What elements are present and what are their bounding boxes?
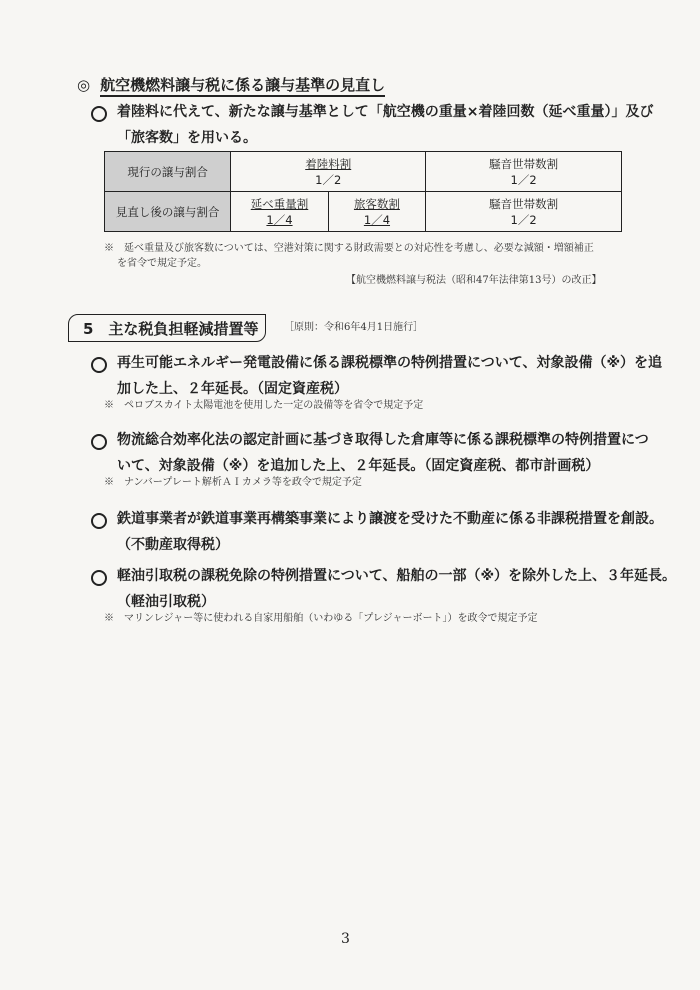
double-circle-mark: ◎ <box>77 76 91 94</box>
bullet-circle-icon <box>91 513 107 529</box>
item-3-line1: 鉄道事業者が鉄道事業再構築事業により譲渡を受けた不動産に係る非課税措置を創設。 <box>117 511 663 527</box>
allocation-table <box>104 151 622 232</box>
paragraph-1 <box>117 99 653 151</box>
item-2 <box>117 427 649 479</box>
row1-noise-label: 騒音世帯数割 <box>489 156 559 171</box>
section-5-title: 5 主な税負担軽減措置等 <box>68 314 266 342</box>
row2-noise-value: 1／2 <box>510 212 537 227</box>
row1-landing-fee-value: 1／2 <box>315 172 342 187</box>
item-2-line2: いて、対象設備（※）を追加した上、２年延長。（固定資産税、都市計画税） <box>117 458 600 474</box>
section-heading <box>77 74 385 95</box>
bullet-circle-icon <box>91 357 107 373</box>
row2-weight-value: 1／4 <box>266 212 293 227</box>
item-1-line2: 加した上、２年延長。（固定資産税） <box>117 381 348 397</box>
row1-noise-value: 1／2 <box>510 172 537 187</box>
paragraph-1-line1: 着陸料に代えて、新たな譲与基準として「航空機の重量×着陸回数（延べ重量）」及び <box>117 104 654 120</box>
row1-landing-fee-label: 着陸料割 <box>305 156 352 171</box>
bullet-circle-icon <box>91 106 107 122</box>
section-5-principle: ［原則：令和6年4月1日施行］ <box>284 322 424 333</box>
row2-passenger-label: 旅客数割 <box>353 196 400 211</box>
item-4-line2: （軽油引取税） <box>117 594 215 610</box>
heading-title: 航空機燃料譲与税に係る譲与基準の見直し <box>100 76 385 97</box>
law-reference: 【航空機燃料譲与税法（昭和47年法律第13号）の改正】 <box>346 275 602 286</box>
row1-noise-cell <box>426 152 622 192</box>
row2-passenger-cell <box>328 192 425 232</box>
note-1-line2: を省令で規定予定。 <box>117 258 207 269</box>
row2-header: 見直し後の譲与割合 <box>105 192 231 232</box>
bullet-circle-icon <box>91 434 107 450</box>
item-3-line2: （不動産取得税） <box>117 537 229 553</box>
page-number: 3 <box>341 931 350 947</box>
item-2-note: ※ ナンバープレート解析ＡＩカメラ等を政令で規定予定 <box>104 477 362 488</box>
item-1-note: ※ ペロブスカイト太陽電池を使用した一定の設備等を省令で規定予定 <box>104 400 424 411</box>
item-1 <box>117 350 662 402</box>
note-1-line1: ※ 延べ重量及び旅客数については、空港対策に関する財政需要との対応性を考慮し、必要な減額・増額補正 <box>104 243 594 254</box>
item-4-line1: 軽油引取税の課税免除の特例措置について、船舶の一部（※）を除外した上、３年延長。 <box>117 568 677 584</box>
row1-landing-fee-cell <box>231 152 426 192</box>
row2-weight-label: 延べ重量割 <box>250 196 309 211</box>
item-3 <box>117 506 663 558</box>
row2-weight-cell <box>231 192 328 232</box>
item-2-line1: 物流総合効率化法の認定計画に基づき取得した倉庫等に係る課税標準の特例措置につ <box>117 432 649 448</box>
item-4-note: ※ マリンレジャー等に使われる自家用船舶（いわゆる「プレジャーボート」）を政令で規定予定 <box>104 613 538 624</box>
bullet-circle-icon <box>91 570 107 586</box>
row2-noise-label: 騒音世帯数割 <box>489 196 559 211</box>
item-1-line1: 再生可能エネルギー発電設備に係る課税標準の特例措置について、対象設備（※）を追 <box>117 355 663 371</box>
row2-passenger-value: 1／4 <box>363 212 391 227</box>
item-4 <box>117 563 676 615</box>
row2-noise-cell <box>426 192 622 232</box>
paragraph-1-line2: 「旅客数」を用いる。 <box>117 130 257 146</box>
row1-header: 現行の譲与割合 <box>105 152 231 192</box>
